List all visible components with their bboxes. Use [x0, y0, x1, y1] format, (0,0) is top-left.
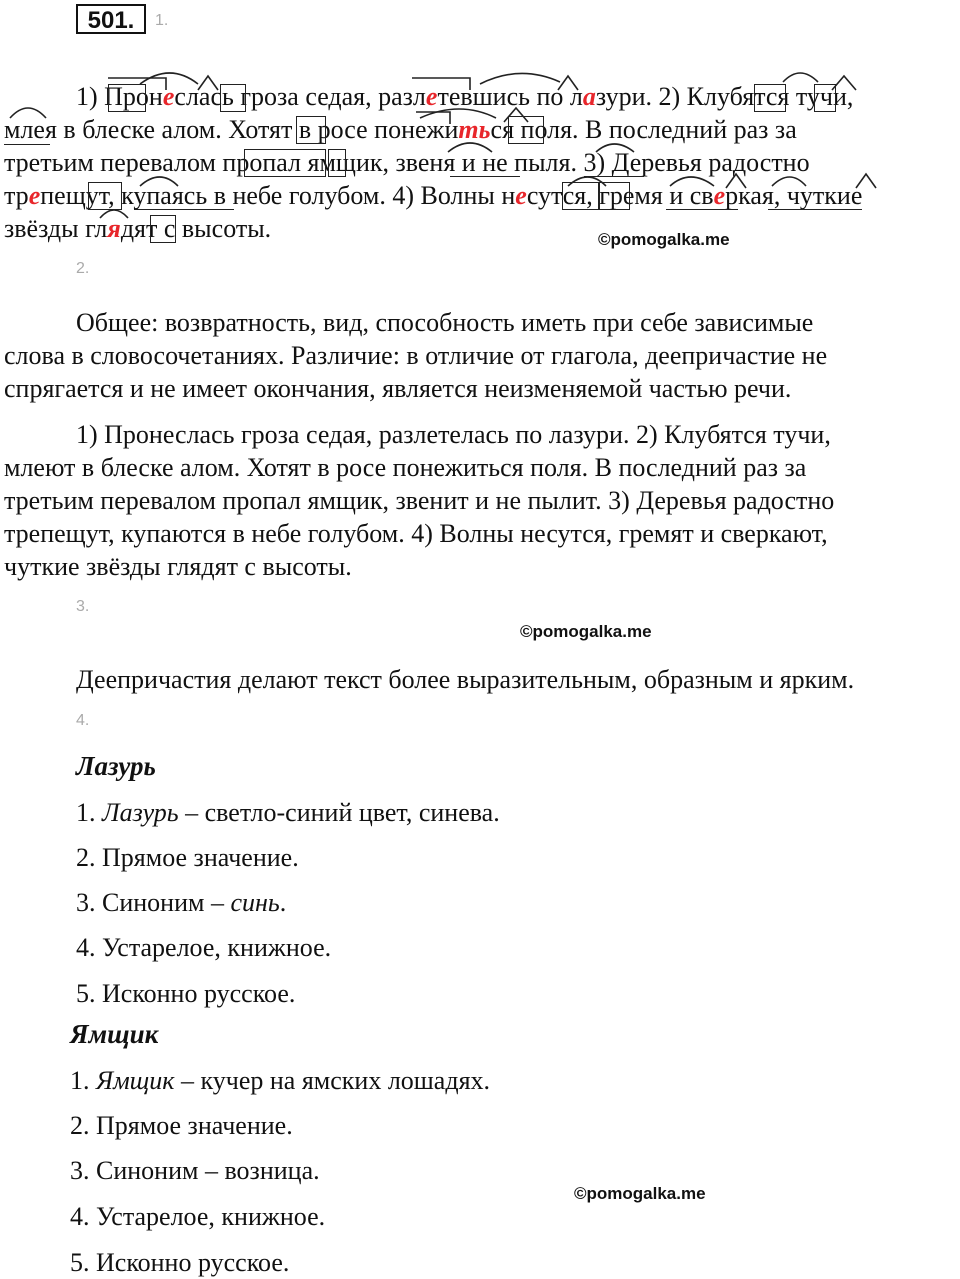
root-arc	[448, 143, 492, 152]
yamshchik-item-5: 5. Исконно русское.	[70, 1248, 290, 1277]
lazur-item-2: 2. Прямое значение.	[76, 843, 299, 872]
yamshchik-item-3: 3. Синоним – возница.	[70, 1156, 320, 1185]
suffix-mark	[198, 76, 218, 90]
watermark: ©pomogalka.me	[598, 230, 730, 249]
yamshchik-item-2: 2. Прямое значение.	[70, 1111, 293, 1140]
root-arc	[420, 109, 496, 118]
part1-line-4: трепещут, купаясь в небе голубом. 4) Волны несутся, гремя и сверкая, чуткие	[4, 181, 863, 210]
underline	[768, 209, 862, 210]
underline	[450, 176, 520, 177]
word-heading-lazur: Лазурь	[76, 751, 156, 781]
lazur-item-4: 4. Устарелое, книжное.	[76, 933, 332, 962]
part2-rewrite-line-3: третьим перевалом пропал ямщик, звенит и не пылит. 3) Деревья радостно	[4, 486, 835, 515]
suffix-mark	[504, 108, 528, 122]
exercise-number: 501.	[76, 4, 146, 34]
prefix-mark	[412, 78, 470, 90]
underline	[666, 209, 738, 210]
lazur-item-5: 5. Исконно русское.	[76, 979, 296, 1008]
suffix-mark	[558, 76, 578, 90]
root-arc	[140, 177, 178, 186]
part1-line-1: 1) Пронеслась гроза седая, разлетевшись по лазури. 2) Клубятся тучи,	[76, 82, 854, 111]
part2-rewrite-line-1: 1) Пронеслась гроза седая, разлетелась по лазури. 2) Клубятся тучи,	[76, 420, 831, 449]
subtask-2-label: 2.	[76, 260, 90, 277]
watermark: ©pomogalka.me	[574, 1184, 706, 1203]
root-arc	[783, 73, 818, 82]
morpheme-arcs	[0, 60, 960, 250]
underline	[134, 209, 234, 210]
part2-rewrite-line-4: трепещут, купаются в небе голубом. 4) Волны несутся, гремят и сверкают,	[4, 519, 828, 548]
root-arc	[480, 73, 560, 84]
yamshchik-item-4: 4. Устарелое, книжное.	[70, 1202, 326, 1231]
suffix-mark	[856, 174, 876, 188]
yamshchik-item-1: 1. Ямщик – кучер на ямских лошадях.	[70, 1066, 491, 1095]
part2-rewrite-line-5: чуткие звёзды глядят с высоты.	[4, 552, 352, 581]
watermark: ©pomogalka.me	[520, 622, 652, 641]
part2-line-3: спрягается и не имеет окончания, является неизменяемой частью речи.	[4, 374, 792, 403]
subtask-4-label: 4.	[76, 712, 90, 729]
root-arc	[100, 210, 128, 218]
suffix-mark	[726, 174, 746, 188]
root-arc	[596, 144, 634, 152]
underline	[584, 176, 644, 177]
suffix-mark	[832, 76, 856, 90]
part2-line-1: Общее: возвратность, вид, способность иметь при себе зависимые	[76, 308, 814, 337]
root-arc	[568, 177, 606, 186]
lazur-item-1: 1. Лазурь – светло-синий цвет, синева.	[76, 798, 500, 827]
root-arc	[670, 177, 714, 186]
prefix-mark	[108, 78, 166, 90]
word-heading-yamshchik: Ямщик	[70, 1019, 159, 1049]
part2-line-2: слова в словосочетаниях. Различие: в отличие от глагола, деепричастие не	[4, 341, 828, 370]
underline	[4, 144, 50, 145]
subtask-3-label: 3.	[76, 598, 90, 615]
part1-line-2: млея в блеске алом. Хотят в росе понежиться поля. В последний раз за	[4, 115, 797, 144]
subtask-1-label: 1.	[155, 12, 169, 29]
part2-rewrite-line-2: млеют в блеске алом. Хотят в росе понежиться поля. В последний раз за	[4, 453, 807, 482]
part1-line-3: третьим перевалом пропал ямщик, звеня и не пыля. 3) Деревья радостно	[4, 148, 810, 177]
lazur-item-3: 3. Синоним – синь.	[76, 888, 287, 917]
root-arc	[772, 177, 806, 186]
part3-text: Деепричастия делают текст более выразительным, образным и ярким.	[76, 665, 855, 694]
part1-line-5: звёзды глядят с высоты.	[4, 214, 272, 243]
root-arc	[10, 108, 46, 118]
